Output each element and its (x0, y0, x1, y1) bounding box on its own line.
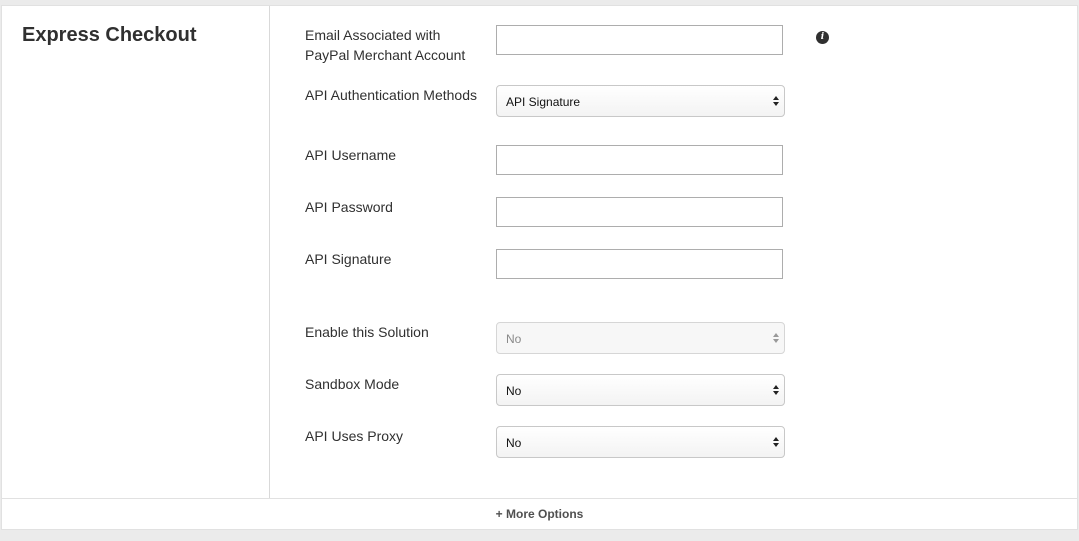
express-checkout-panel (1, 5, 1078, 530)
select-arrows-icon (773, 435, 779, 449)
signature-label: API Signature (305, 251, 392, 267)
username-input[interactable] (496, 145, 783, 175)
select-arrows-icon (773, 383, 779, 397)
password-label: API Password (305, 199, 393, 215)
enable-solution-value: No (506, 332, 522, 346)
uses-proxy-label: API Uses Proxy (305, 428, 404, 444)
auth-method-label: API Authentication Methods (305, 87, 477, 103)
sandbox-mode-label: Sandbox Mode (305, 376, 400, 392)
select-arrows-icon (773, 94, 779, 108)
info-icon[interactable]: i (816, 31, 829, 44)
enable-solution-select (496, 322, 785, 354)
uses-proxy-value: No (506, 436, 522, 450)
more-options-link[interactable]: + More Options (495, 507, 584, 521)
section-header-column (2, 6, 270, 498)
uses-proxy-select[interactable] (496, 426, 785, 458)
panel-footer (2, 498, 1077, 529)
auth-method-select[interactable] (496, 85, 785, 117)
signature-input[interactable] (496, 249, 783, 279)
section-title: Express Checkout (22, 24, 197, 46)
sandbox-mode-select[interactable] (496, 374, 785, 406)
email-input[interactable] (496, 25, 783, 55)
password-input[interactable] (496, 197, 783, 227)
email-label: Email Associated with PayPal Merchant Account (305, 27, 466, 63)
sandbox-mode-value: No (506, 384, 522, 398)
auth-method-value: API Signature (506, 95, 581, 109)
username-label: API Username (305, 147, 397, 163)
enable-solution-label: Enable this Solution (305, 324, 429, 340)
select-arrows-icon (773, 331, 779, 345)
